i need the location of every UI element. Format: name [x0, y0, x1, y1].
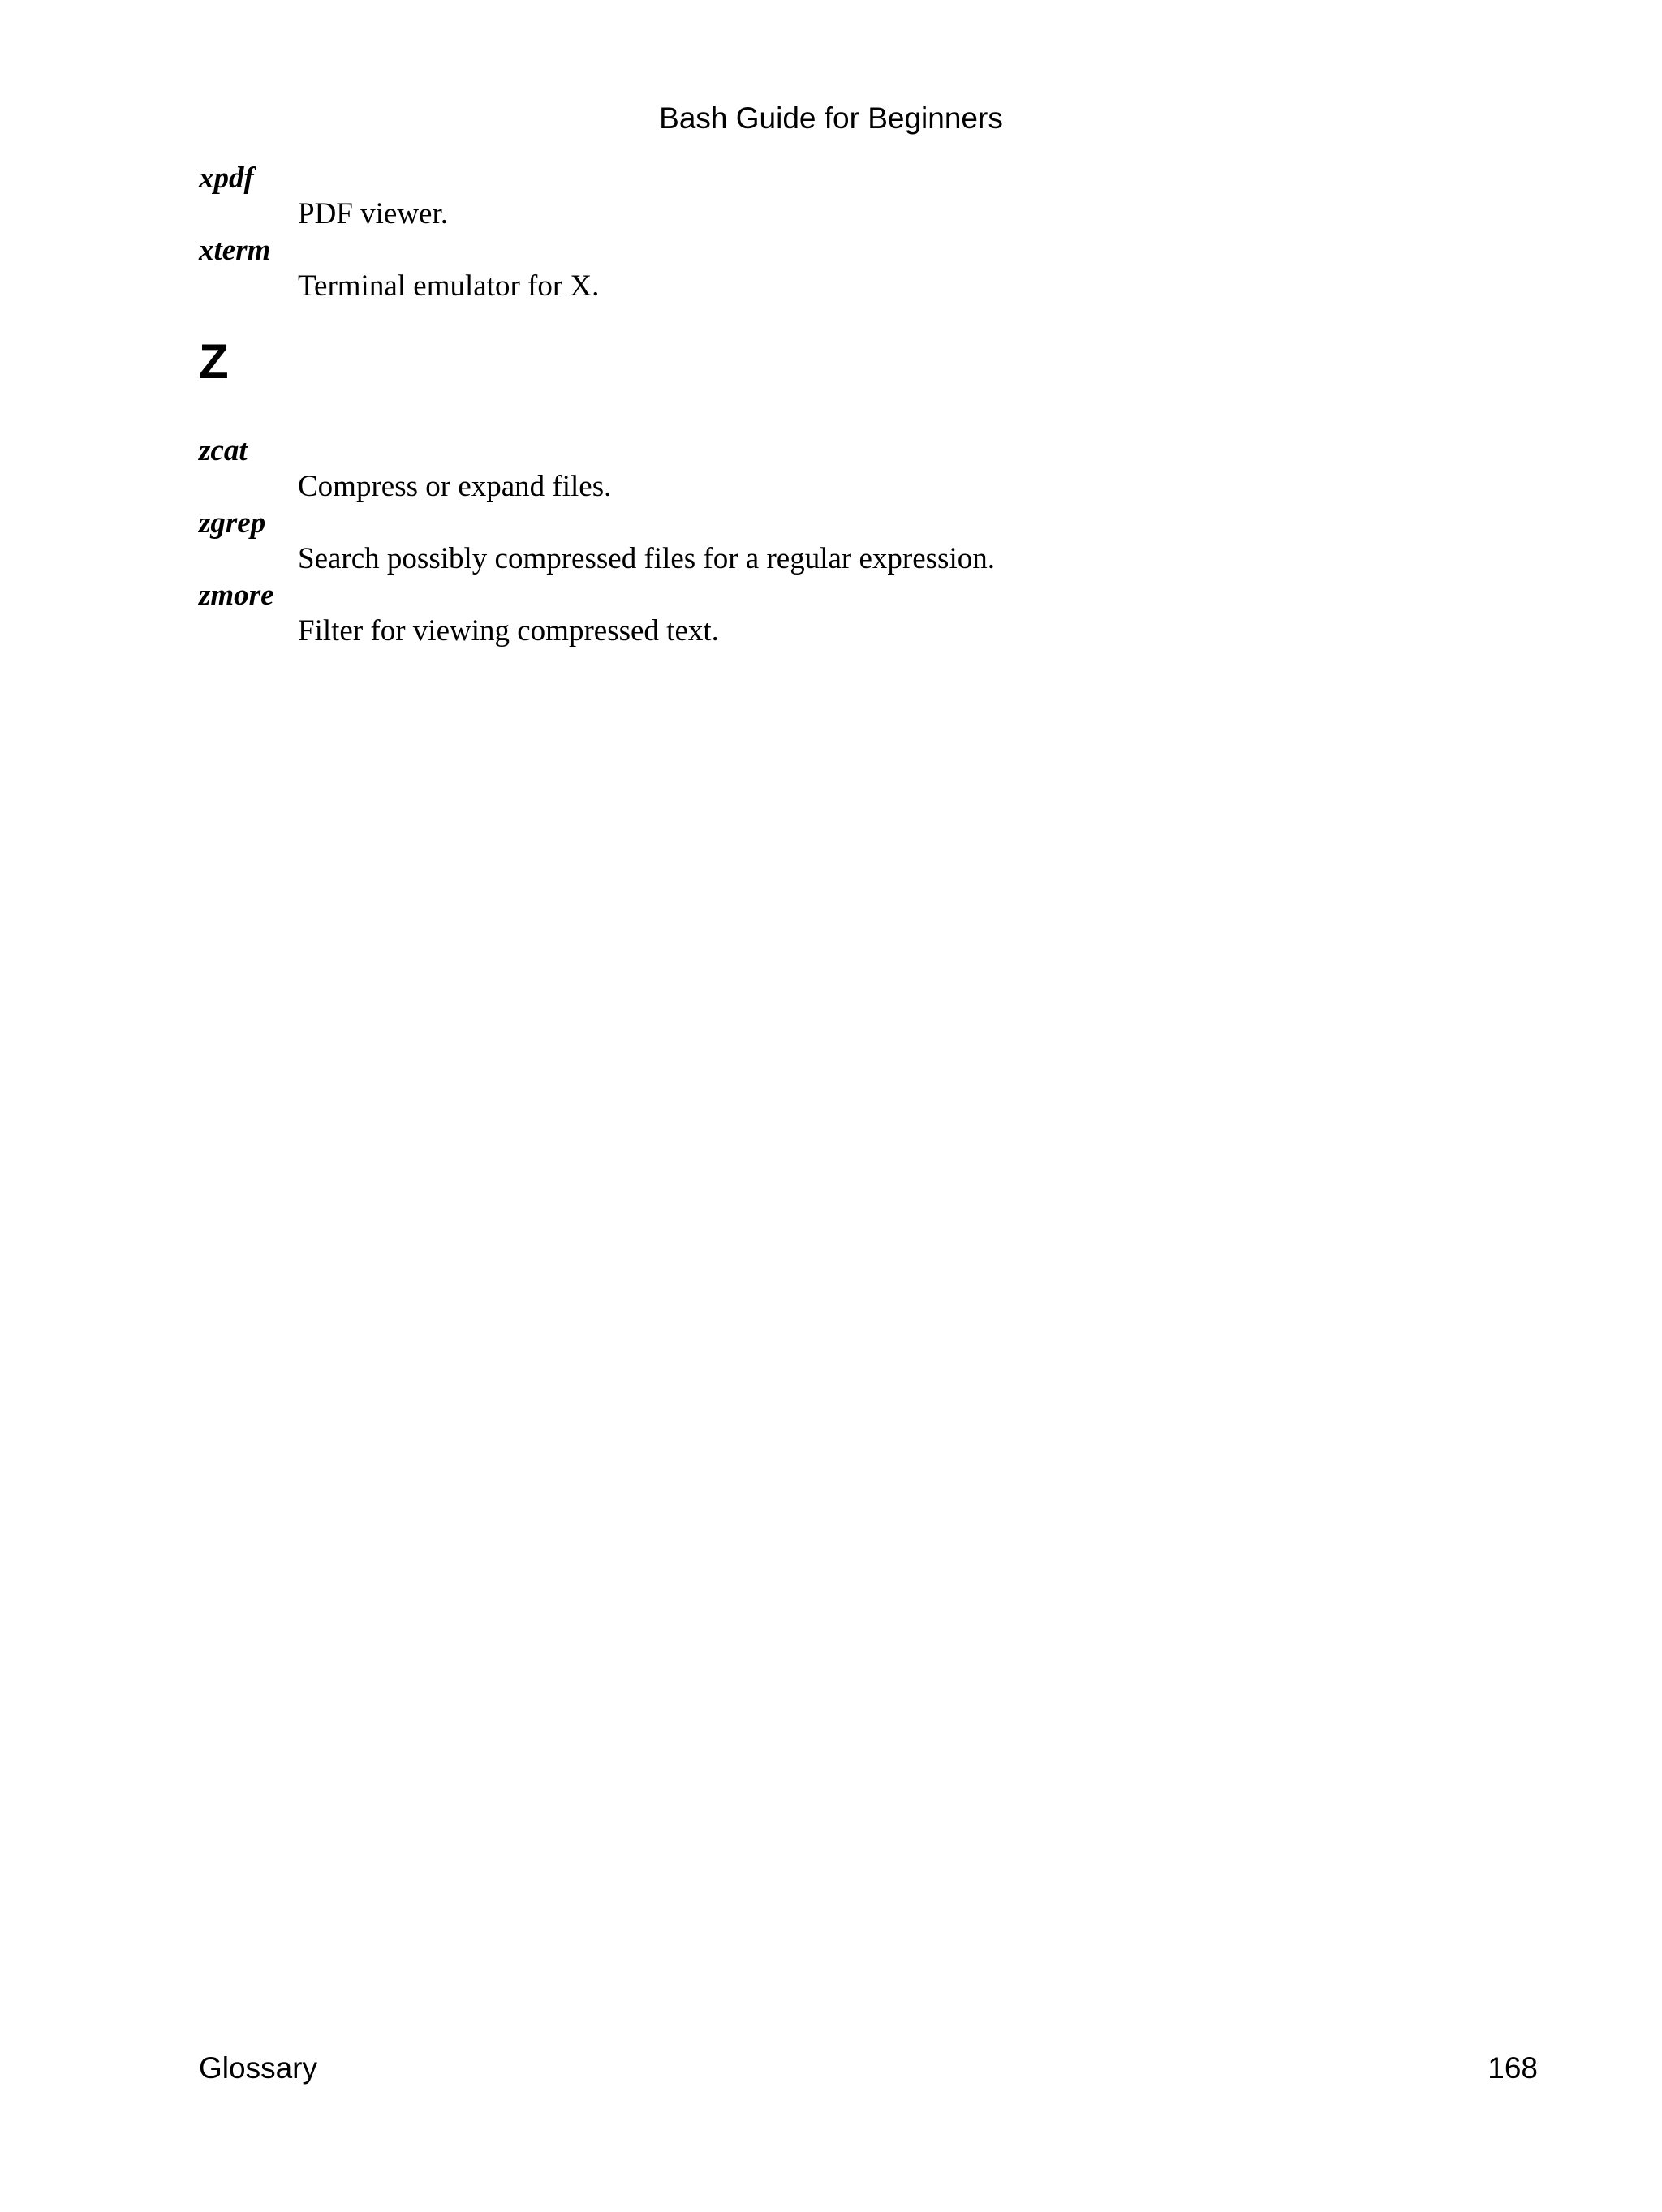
footer-section-title: Glossary — [199, 2051, 317, 2085]
running-footer — [199, 2049, 1538, 2088]
glossary-entry-list — [199, 160, 1538, 304]
glossary-definition: Terminal emulator for X. — [298, 269, 600, 303]
glossary-term: xpdf — [199, 161, 254, 195]
glossary-definition: PDF viewer. — [298, 197, 448, 230]
glossary-term: zcat — [199, 434, 248, 467]
glossary-entry-list — [199, 433, 1538, 649]
page-number: 168 — [1488, 2051, 1538, 2085]
glossary-term: xterm — [199, 234, 271, 267]
glossary-definition: Search possibly compressed files for a regular expression. — [298, 542, 995, 575]
glossary-term: zmore — [199, 579, 274, 612]
running-header: Bash Guide for Beginners — [659, 101, 1003, 135]
glossary-content — [199, 160, 1538, 649]
glossary-definition: Filter for viewing compressed text. — [298, 614, 719, 648]
glossary-term: zgrep — [199, 506, 266, 540]
glossary-definition: Compress or expand files. — [298, 470, 612, 503]
section-heading-letter: Z — [199, 334, 229, 389]
